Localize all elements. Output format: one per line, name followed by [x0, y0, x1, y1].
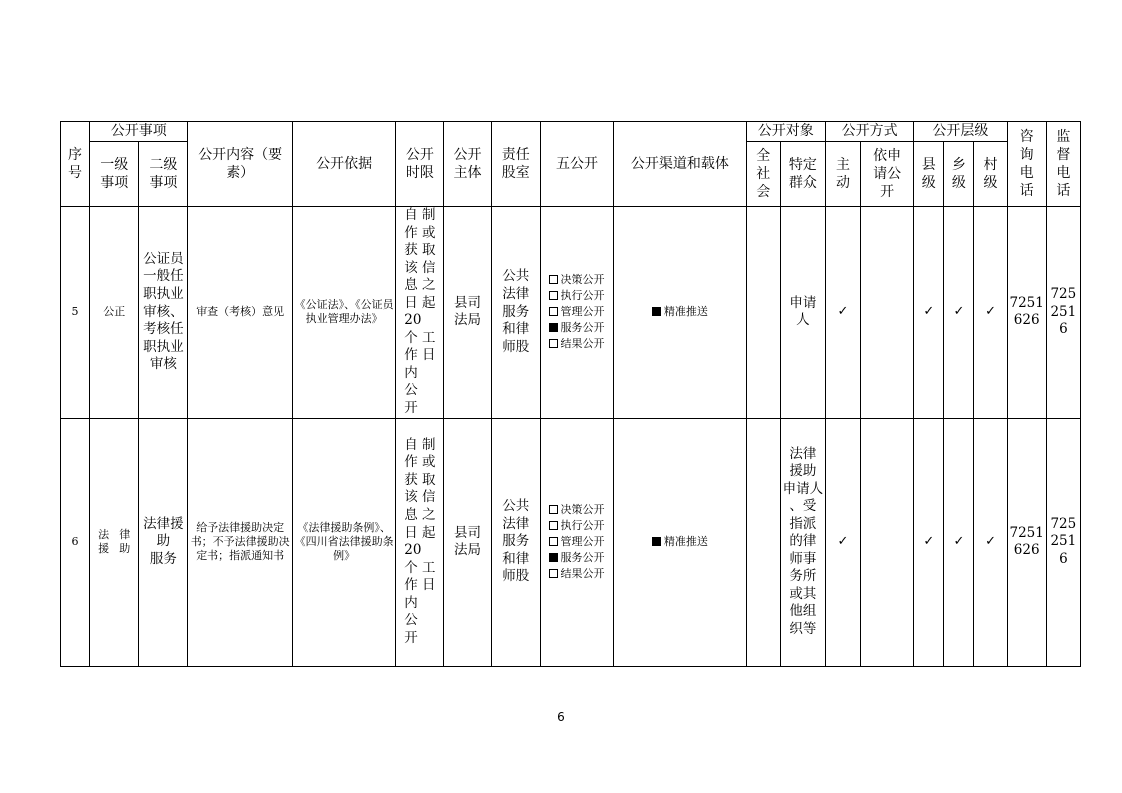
five-item: 服务公开 — [549, 550, 604, 566]
empty-box-icon — [549, 505, 558, 514]
row-level2: 公证员 一般任 职执业 审核、 考核任 职执业 审核 — [139, 207, 188, 419]
row-content: 给予法律援助决定书；不予法律援助决定书；指派通知书 — [188, 418, 292, 666]
header-method-apply: 依申 请公 开 — [861, 142, 914, 207]
empty-box-icon — [549, 521, 558, 530]
row-apply — [861, 418, 914, 666]
header-basis: 公开依据 — [292, 122, 395, 207]
row-seq: 6 — [61, 418, 90, 666]
header-seq: 序 号 — [61, 122, 90, 207]
header-level-town: 乡 级 — [944, 142, 974, 207]
row-target-special: 申请 人 — [780, 207, 825, 419]
row-basis: 《公证法》、《公证员执业管理办法》 — [292, 207, 395, 419]
header-level-village: 村 级 — [974, 142, 1007, 207]
row-channel: 精准推送 — [614, 207, 747, 419]
checked-box-icon — [549, 553, 558, 562]
row-level1: 公正 — [90, 207, 139, 419]
row-county-check-icon: ✓ — [914, 418, 944, 666]
row-village-check-icon: ✓ — [974, 418, 1007, 666]
header-level2: 二级 事项 — [139, 142, 188, 207]
row-dept: 公共 法律 服务 和律 师股 — [491, 418, 540, 666]
five-item: 管理公开 — [549, 304, 604, 320]
table-row — [61, 418, 1081, 666]
header-five: 五公开 — [540, 122, 613, 207]
empty-box-icon — [549, 307, 558, 316]
row-consult-phone: 7251 626 — [1007, 418, 1046, 666]
header-content: 公开内容（要素） — [188, 122, 292, 207]
five-item: 管理公开 — [549, 534, 604, 550]
row-supervise-phone: 725 251 6 — [1046, 207, 1080, 419]
five-item: 决策公开 — [549, 502, 604, 518]
five-item: 结果公开 — [549, 566, 604, 582]
five-item: 决策公开 — [549, 272, 604, 288]
row-target-all — [746, 207, 780, 419]
header-channel: 公开渠道和载体 — [614, 122, 747, 207]
filled-square-icon — [652, 307, 661, 316]
disclosure-table — [60, 121, 1081, 667]
row-active-check-icon: ✓ — [825, 418, 860, 666]
five-item: 执行公开 — [549, 518, 604, 534]
checked-box-icon — [549, 323, 558, 332]
row-town-check-icon: ✓ — [944, 418, 974, 666]
empty-box-icon — [549, 291, 558, 300]
table-row — [61, 207, 1081, 419]
row-supervise-phone: 725 251 6 — [1046, 418, 1080, 666]
page-number: 6 — [557, 710, 565, 724]
header-level-group: 公开层级 — [914, 122, 1007, 142]
header-consult-phone: 咨 询 电 话 — [1007, 122, 1046, 207]
row-apply — [861, 207, 914, 419]
row-county-check-icon: ✓ — [914, 207, 944, 419]
empty-box-icon — [549, 275, 558, 284]
row-content: 审查（考核）意见 — [188, 207, 292, 419]
empty-box-icon — [549, 339, 558, 348]
row-time-limit: 自制 作或 获取 该信 息之 日起 20 个工 作日 内 公 开 — [396, 418, 444, 666]
row-subject: 县司 法局 — [444, 207, 491, 419]
header-method-group: 公开方式 — [825, 122, 913, 142]
header-dept: 责任 股室 — [491, 122, 540, 207]
empty-box-icon — [549, 569, 558, 578]
header-target-group: 公开对象 — [746, 122, 825, 142]
header-supervise-phone: 监 督 电 话 — [1046, 122, 1080, 207]
five-item: 执行公开 — [549, 288, 604, 304]
header-items-group: 公开事项 — [90, 122, 188, 142]
row-town-check-icon: ✓ — [944, 207, 974, 419]
row-village-check-icon: ✓ — [974, 207, 1007, 419]
row-consult-phone: 7251 626 — [1007, 207, 1046, 419]
row-channel: 精准推送 — [614, 418, 747, 666]
header-subject: 公开 主体 — [444, 122, 491, 207]
row-level2: 法律援助 服务 — [139, 418, 188, 666]
filled-square-icon — [652, 537, 661, 546]
row-five — [540, 207, 613, 419]
header-method-active: 主 动 — [825, 142, 860, 207]
row-level1: 法律 援助 — [90, 418, 139, 666]
header-level-county: 县 级 — [914, 142, 944, 207]
row-five — [540, 418, 613, 666]
row-basis: 《法律援助条例》、《四川省法律援助条例》 — [292, 418, 395, 666]
header-target-special: 特定 群众 — [780, 142, 825, 207]
header-time-limit: 公开 时限 — [396, 122, 444, 207]
row-target-all — [746, 418, 780, 666]
five-item: 服务公开 — [549, 320, 604, 336]
row-active-check-icon: ✓ — [825, 207, 860, 419]
header-level1: 一级 事项 — [90, 142, 139, 207]
empty-box-icon — [549, 537, 558, 546]
row-subject: 县司 法局 — [444, 418, 491, 666]
row-target-special: 法律 援助 申请人 、受 指派 的律 师事 务所 或其 他组 织等 — [780, 418, 825, 666]
five-item: 结果公开 — [549, 336, 604, 352]
row-time-limit: 自制 作或 获取 该信 息之 日起 20 个工 作日 内 公 开 — [396, 207, 444, 419]
row-seq: 5 — [61, 207, 90, 419]
row-dept: 公共 法律 服务 和律 师股 — [491, 207, 540, 419]
header-target-all: 全 社 会 — [746, 142, 780, 207]
